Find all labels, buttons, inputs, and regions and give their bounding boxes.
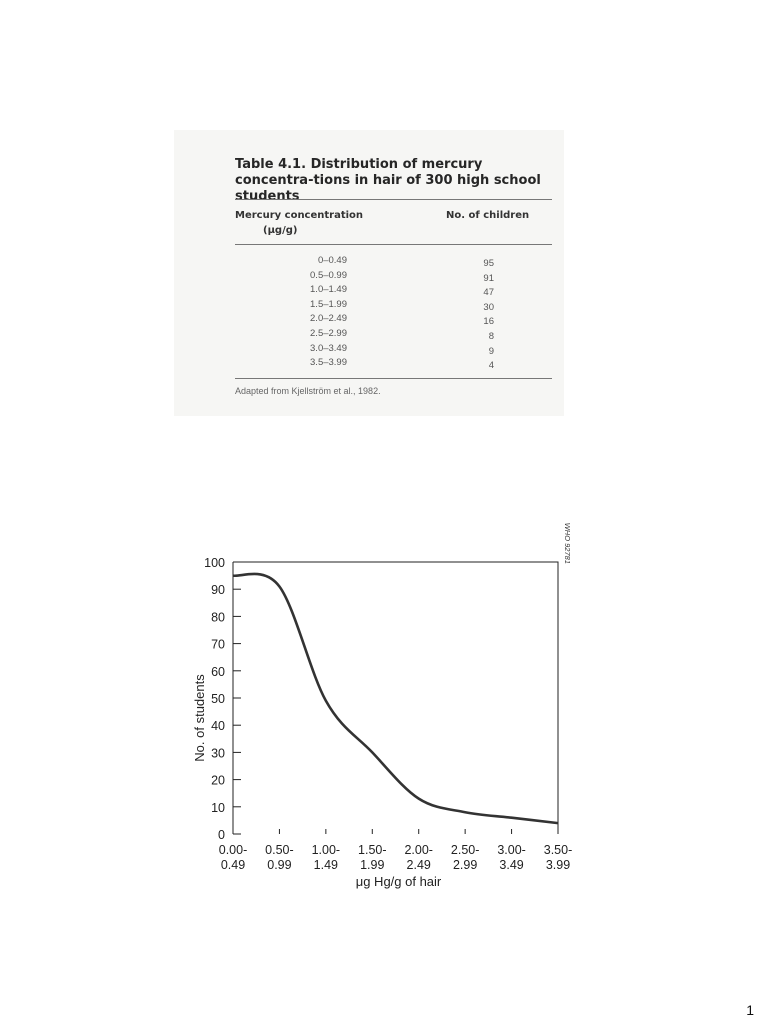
y-axis-title: No. of students <box>192 674 207 762</box>
y-tick-label: 40 <box>211 719 225 734</box>
table-top-rule <box>235 199 552 200</box>
concentration-cell: 2.5–2.99 <box>310 327 347 339</box>
count-cell: 8 <box>488 330 494 342</box>
y-tick-label: 100 <box>204 556 225 570</box>
concentration-cell: 1.5–1.99 <box>310 298 347 310</box>
x-tick-label: 2.00-2.49 <box>404 843 433 872</box>
count-cell: 16 <box>483 316 494 328</box>
count-cell: 30 <box>483 301 494 313</box>
concentration-cell: 3.0–3.49 <box>310 342 347 354</box>
concentration-header <box>235 208 363 238</box>
y-tick-label: 90 <box>211 583 225 598</box>
table-header-rule <box>235 244 552 245</box>
table-row <box>235 356 552 371</box>
table-body <box>235 254 552 371</box>
concentration-header-unit: (μg/g) <box>263 225 298 236</box>
table-row <box>235 283 552 298</box>
distribution-curve <box>233 574 558 823</box>
x-tick-label: 1.50-1.99 <box>358 843 387 872</box>
y-tick-label: 50 <box>211 692 225 706</box>
table-row <box>235 342 552 357</box>
concentration-cell: 2.0–2.49 <box>310 313 347 325</box>
table-row <box>235 327 552 342</box>
y-tick-label: 20 <box>211 773 225 788</box>
y-tick-label: 80 <box>211 610 225 625</box>
mercury-distribution-chart <box>188 522 588 900</box>
x-tick-label: 0.50-0.99 <box>265 843 294 872</box>
table-row <box>235 269 552 284</box>
table-title: Table 4.1. Distribution of mercury concentra-tions in hair of 300 high school students <box>235 157 541 204</box>
count-cell: 4 <box>488 360 494 372</box>
x-tick-label: 3.50-3.99 <box>543 843 573 872</box>
concentration-cell: 1.0–1.49 <box>310 284 347 296</box>
count-cell: 95 <box>483 258 494 269</box>
figure-code-label: WHO 92781 <box>563 522 572 564</box>
x-tick-label: 1.00-1.49 <box>311 843 341 872</box>
concentration-cell: 0.5–0.99 <box>310 269 347 281</box>
concentration-cell: 3.5–3.99 <box>310 357 347 369</box>
table-row <box>235 254 552 269</box>
plot-frame <box>233 562 558 834</box>
count-cell: 9 <box>488 345 494 357</box>
count-cell: 47 <box>483 287 494 299</box>
page-number: 1 <box>746 1002 754 1018</box>
y-tick-label: 60 <box>211 664 225 679</box>
y-tick-label: 0 <box>218 828 225 842</box>
x-tick-label: 2.50-2.99 <box>450 843 480 872</box>
concentration-header-label: Mercury concentration <box>235 210 364 221</box>
x-tick-label: 0.00-0.49 <box>218 843 248 872</box>
table-bottom-rule <box>235 378 552 379</box>
count-cell: 91 <box>483 272 494 284</box>
y-tick-label: 30 <box>211 746 225 761</box>
table-row <box>235 312 552 327</box>
children-header: No. of children <box>446 210 530 221</box>
y-tick-label: 10 <box>211 800 225 815</box>
concentration-cell: 0–0.49 <box>317 255 347 266</box>
table-row <box>235 298 552 313</box>
x-tick-label: 3.00-3.49 <box>497 843 526 872</box>
table-source-note: Adapted from Kjellström et al., 1982. <box>235 386 381 396</box>
x-axis-title: μg Hg/g of hair <box>355 874 442 889</box>
y-tick-label: 70 <box>211 637 225 652</box>
